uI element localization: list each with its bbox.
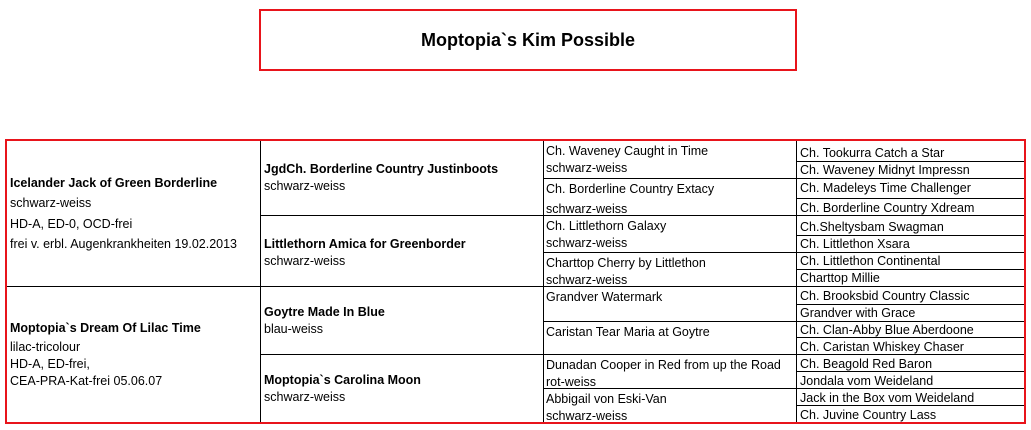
great-grandparent-cell [546,322,797,354]
dam-color: lilac-tricolour [10,339,81,354]
dam-name: Moptopia`s Dream Of Lilac Time [10,320,201,335]
grandparent-cell [264,228,542,278]
great-grandparent-cell [546,216,797,252]
great-grandparent-cell [546,355,797,388]
great-grandparent-color: schwarz-weiss [546,409,628,422]
great-grandparent-color: schwarz-weiss [546,202,628,215]
grandparent-color: schwarz-weiss [264,254,346,268]
great-grandparent-cell [546,253,797,287]
sire-name: Icelander Jack of Green Borderline [10,175,218,190]
pedigree-table [5,139,1026,424]
grandparent-cell [264,296,542,346]
ancestor-name: Ch. Beagold Red Baron [800,357,933,371]
ancestor-name: Ch. Waveney Midnyt Impressn [800,163,970,177]
ancestor-name: Ch. Tookurra Catch a Star [800,146,945,160]
great-grandparent-cell [546,389,797,422]
great-grandparent-name: Charttop Cherry by Littlethon [546,256,706,270]
great-grandparent-name: Caristan Tear Maria at Goytre [546,325,710,339]
column-divider [260,141,261,422]
sire-cell [10,141,260,286]
sire-color: schwarz-weiss [10,195,92,210]
grandparent-name: Moptopia`s Carolina Moon [264,373,421,387]
great-grandparent-color: rot-weiss [546,375,597,388]
ancestor-name: Ch. Madeleys Time Challenger [800,181,971,195]
grandparent-cell [264,153,542,203]
great-grandparent-name: Dunadan Cooper in Red from up the Road [546,358,781,372]
column-divider [543,141,544,422]
great-grandparent-color: schwarz-weiss [546,273,628,287]
great-grandparent-cell [546,141,797,178]
ancestor-name: Jondala vom Weideland [800,374,934,388]
grandparent-cell [264,364,542,414]
ancestor-name: Ch. Caristan Whiskey Chaser [800,340,964,354]
great-grandparent-color: schwarz-weiss [546,161,628,175]
ancestor-name: Jack in the Box vom Weideland [800,391,975,405]
grandparent-color: blau-weiss [264,322,324,336]
grandparent-color: schwarz-weiss [264,390,346,404]
page-title: Moptopia`s Kim Possible [420,29,636,50]
ancestor-name: Ch. Juvine Country Lass [800,408,937,422]
sire-health: HD-A, ED-0, OCD-frei [10,216,133,231]
great-grandparent-cell [546,287,797,321]
ancestor-name: Ch. Brooksbid Country Classic [800,289,970,303]
ancestor-name: Ch. Borderline Country Xdream [800,201,975,215]
ancestor-name: Ch. Littlethon Xsara [800,237,910,251]
grandparent-name: JgdCh. Borderline Country Justinboots [264,162,499,176]
great-grandparent-name: Ch. Borderline Country Extacy [546,182,715,196]
ancestor-name: Grandver with Grace [800,306,916,320]
ancestor-name: Ch. Clan-Abby Blue Aberdoone [800,323,974,337]
sire-eye-test: frei v. erbl. Augenkrankheiten 19.02.2013 [10,236,238,251]
great-grandparent-cell [546,179,797,215]
ancestor-name: Charttop Millie [800,271,880,285]
great-grandparent-name: Ch. Littlethorn Galaxy [546,219,667,233]
great-grandparent-name: Grandver Watermark [546,290,663,304]
great-grandparent-name: Abbigail von Eski-Van [546,392,667,406]
ancestor-name: Ch.Sheltysbam Swagman [800,220,944,234]
ancestor-name: Ch. Littlethon Continental [800,254,941,268]
grandparent-name: Goytre Made In Blue [264,305,385,319]
great-grandparent-name: Ch. Waveney Caught in Time [546,144,709,158]
dam-eye-test: CEA-PRA-Kat-frei 05.06.07 [10,373,163,388]
title-box [259,9,797,71]
grandparent-name: Littlethorn Amica for Greenborder [264,237,466,251]
great-grandparent-color: schwarz-weiss [546,236,628,250]
dam-cell [10,287,260,422]
grandparent-color: schwarz-weiss [264,179,346,193]
dam-health: HD-A, ED-frei, [10,356,90,371]
